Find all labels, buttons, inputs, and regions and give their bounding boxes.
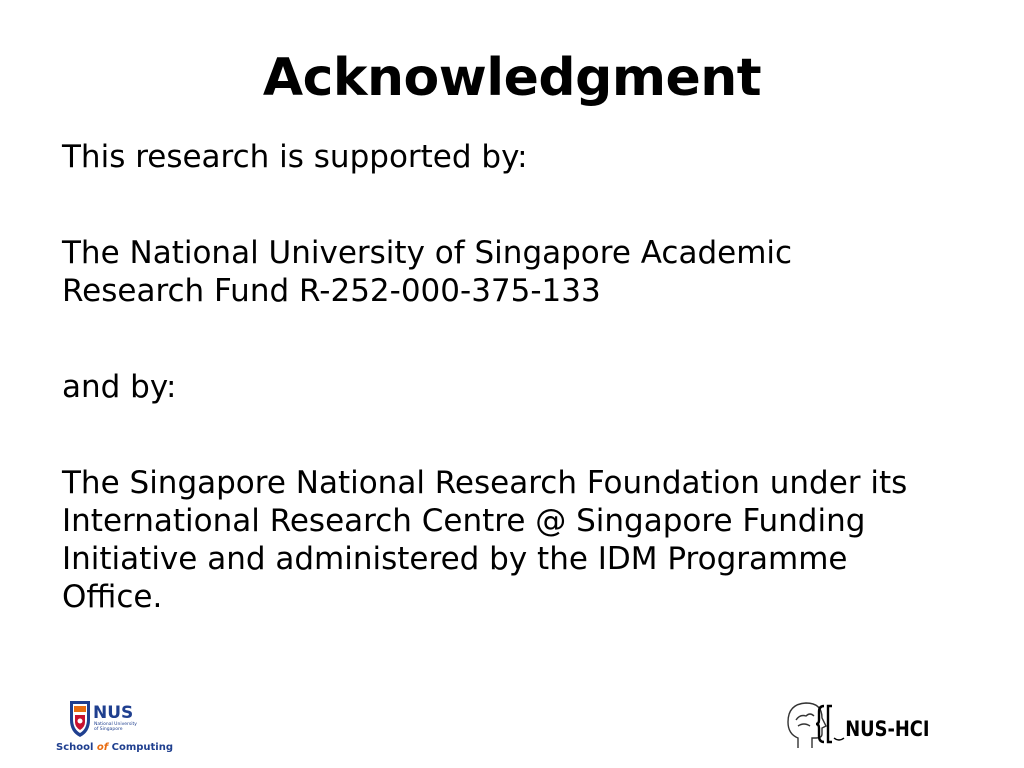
intro-text: This research is supported by: xyxy=(62,139,528,175)
nus-wordmark: NUS xyxy=(93,703,134,723)
hci-wordmark: NUS-HCI xyxy=(845,716,930,742)
and-by-text: and by: xyxy=(62,369,177,405)
nus-hci-logo xyxy=(784,698,929,750)
nus-fund-text: The National University of Singapore Academic Research Fund R-252-000-375-133 xyxy=(62,235,793,309)
brackets-icon xyxy=(816,706,844,742)
nus-crest-icon xyxy=(70,701,90,737)
nrf-fund-text: The Singapore National Research Foundation under its International Research Centre @ Singapore Funding Initiative and administered by the IDM Programme Office. xyxy=(62,465,908,615)
school-suffix: Computing xyxy=(108,742,174,753)
nus-line2: of Singapore xyxy=(94,727,123,732)
nus-school-of-computing-logo xyxy=(54,698,174,756)
school-of-computing-label xyxy=(56,742,173,753)
school-of: of xyxy=(96,742,109,753)
slide-title: Acknowledgment xyxy=(262,48,762,108)
school-prefix: School xyxy=(56,742,97,753)
nus-line1: National University xyxy=(94,722,137,727)
